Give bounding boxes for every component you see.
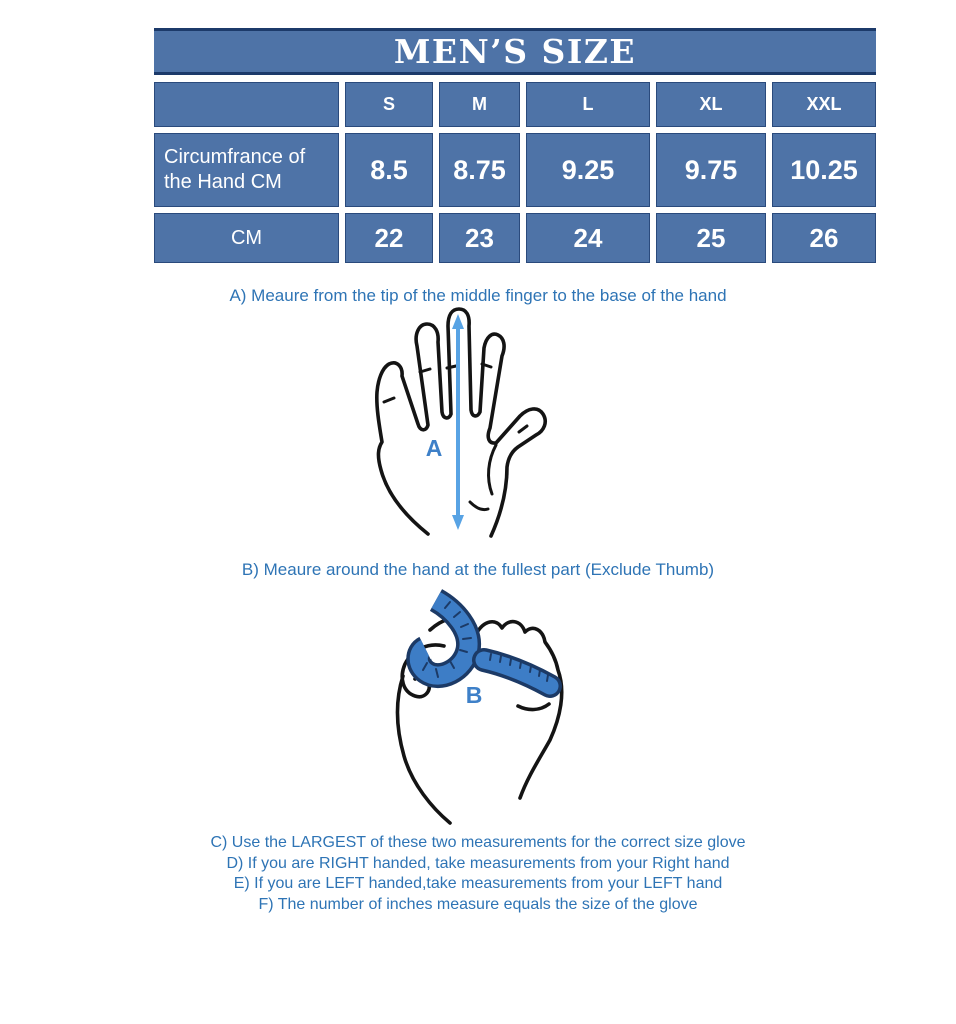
cm-value-s: 22 xyxy=(345,213,433,263)
instruction-a: A) Meaure from the tip of the middle finger to the base of the hand xyxy=(229,286,727,305)
header-size-l: L xyxy=(526,82,650,127)
circumference-value-xxl: 10.25 xyxy=(772,133,876,207)
circumference-value-xl: 9.75 xyxy=(656,133,766,207)
hand-a-illustration xyxy=(370,304,556,542)
instruction-e: E) If you are LEFT handed,take measurements from your LEFT hand xyxy=(233,875,723,892)
measure-arrow-icon xyxy=(452,314,464,530)
row-label-circumference: Circumfrance of the Hand CM xyxy=(154,133,339,207)
header-size-m: M xyxy=(439,82,520,127)
circumference-value-l: 9.25 xyxy=(526,133,650,207)
header-empty-cell xyxy=(154,82,339,127)
header-size-xxl: XXL xyxy=(772,82,876,127)
label-a: A xyxy=(425,435,443,461)
hand-b-illustration xyxy=(390,586,580,832)
label-b: B xyxy=(465,682,483,708)
size-table-grid xyxy=(154,82,876,263)
cm-value-xl: 25 xyxy=(656,213,766,263)
cm-value-l: 24 xyxy=(526,213,650,263)
sizing-notes xyxy=(0,833,956,915)
circumference-value-s: 8.5 xyxy=(345,133,433,207)
instruction-f: F) The number of inches measure equals the size of the glove xyxy=(258,895,698,913)
measuring-tape-icon xyxy=(419,600,550,686)
header-size-xl: XL xyxy=(656,82,766,127)
row-label-cm: CM xyxy=(154,213,339,263)
circumference-value-m: 8.75 xyxy=(439,133,520,207)
cm-value-m: 23 xyxy=(439,213,520,263)
header-size-s: S xyxy=(345,82,433,127)
instruction-d: D) If you are RIGHT handed, take measurements from your Right hand xyxy=(226,854,730,872)
cm-value-xxl: 26 xyxy=(772,213,876,263)
instruction-c: C) Use the LARGEST of these two measurements for the correct size glove xyxy=(210,834,746,851)
mens-size-table xyxy=(154,28,876,263)
open-hand-outline-icon xyxy=(377,309,545,536)
table-title: MEN’S SIZE xyxy=(154,28,876,75)
instruction-b: B) Meaure around the hand at the fullest part (Exclude Thumb) xyxy=(241,560,715,579)
